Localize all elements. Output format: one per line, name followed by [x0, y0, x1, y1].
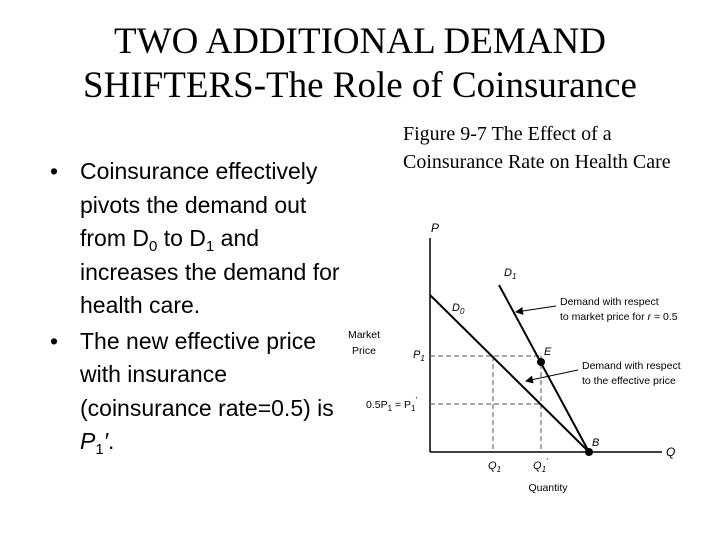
label-half-p1: $0.5P_1 = P_1'$ — [366, 396, 418, 413]
slide-title — [0, 20, 720, 108]
y-axis-title-line2: Price — [352, 345, 376, 357]
bullet-2-var: P — [80, 428, 96, 454]
label-d0: $D_0$ — [452, 302, 465, 316]
bullet-1-sub-0: 0 — [149, 238, 158, 255]
bullet-marker: • — [50, 327, 59, 354]
label-p1: $P_1$ — [413, 349, 425, 363]
bullet-1-text-a: Coinsurance effectively pivots the demand out from D — [80, 158, 318, 251]
point-e — [537, 358, 545, 366]
label-e: E — [544, 346, 552, 358]
bullet-2-end: . — [108, 428, 115, 454]
annot1-arrow — [516, 306, 556, 312]
label-d1: $D_1$ — [504, 267, 517, 281]
bullet-2-text-a: The new effective price with insurance (coinsurance rate=0.5) is — [80, 327, 334, 421]
bullet-2-prime: ′ — [103, 428, 108, 454]
figure-caption: Figure 9-7 The Effect of a Coinsurance Rate on Health Care — [403, 123, 671, 173]
bullet-1-sub-1: 1 — [205, 238, 215, 255]
annot2-arrow — [526, 370, 578, 381]
bullet-marker: • — [50, 158, 59, 184]
coinsurance-demand-diagram — [340, 210, 710, 500]
title-line-2: SHIFTERS-The Role of Coinsurance — [83, 65, 637, 106]
annot2-line2: to the effective price — [582, 375, 676, 387]
y-axis-title-line1: Market — [347, 329, 381, 341]
axis-p-label: P — [431, 221, 440, 235]
point-b — [585, 448, 593, 456]
bullet-1-text-c: and increases the demand for health care. — [80, 225, 340, 318]
label-q1-prime: $Q_1'$ — [533, 457, 548, 474]
title-line-1: TWO ADDITIONAL DEMAND — [114, 21, 606, 62]
x-axis-title: Quantity — [528, 482, 568, 494]
bullet-list — [50, 155, 350, 459]
bullet-effective-price — [50, 325, 350, 459]
annot1-line2: to market price for r = 0.5 — [560, 311, 678, 323]
label-b: B — [592, 437, 600, 449]
annot1-line1: Demand with respect — [560, 296, 659, 308]
bullet-coinsurance — [50, 155, 350, 323]
bullet-2-sub: 1 — [95, 441, 104, 458]
bullet-1-text-b: to D — [157, 225, 206, 251]
label-q1: $Q_1$ — [488, 460, 502, 474]
axis-q-label: Q — [666, 445, 676, 459]
annot2-line1: Demand with respect — [582, 360, 681, 372]
